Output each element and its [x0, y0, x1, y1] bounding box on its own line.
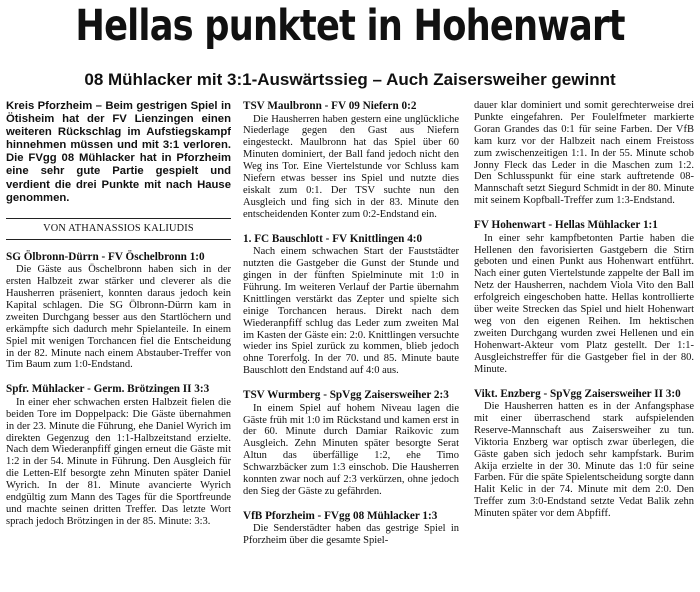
match-body: In einem Spiel auf hohem Niveau lagen die Gäste früh mit 1:0 im Rückstand und kamen erst in der 60. Minute durch Damiar Raikovic zum Ausgleich. Zehn Minuten später besorgte Serat Altun das überfällige 1:2, ehe Timo Schwarzbäcker zum 1:3 einschob. Die Hausherren konnten zwar noch auf 2:3 verkürzen, ohne jedoch den Sieg der Gäste zu gefährden. — [243, 402, 459, 497]
match-report-vfb-pforzheim — [243, 510, 459, 547]
match-body-continuation: dauer klar dominiert und somit gerechterweise drei Punkte eingefahren. Per Foulelfmeter markierte Goran Grandes das 0:1 für seine Farben. Der VfB kam kurz vor der Halbzeit nach einem Freistoss zum zwischenzeitigen 1:1. In der 55. Minute schob Jonny Fleck das Leder in die Maschen zum 1:2. Den Schlusspunkt für eine stark auftretende 08-Mannschaft setzt Siegurd Schmidt in der 80. Minute mit seinem Kopfball-Treffer zum 1:3-Endstand. — [474, 100, 694, 207]
column-2 — [243, 100, 459, 592]
match-body: Die Hausherren hatten es in der Anfangsphase mit einer überraschend stark aufspielenden Reserve-Mannschaft aus Zaisersweiher zu tun. Viktoria Enzberg war optisch zwar überlegen, die Gäste gaben sich jedoch sehr kampfstark. Burim Akija erzielte in der 30. Minute das 1:0 für seine Farben. Für die späte Spielentscheidung sorgte dann Halit Kelic in der 74. Minute mit dem 2:0. Den Treffer zum 3:0-Endstand setzte Vedat Balik zehn Minuten später vor dem Abpfiff. — [474, 401, 694, 520]
match-report-spfr-muehlacker — [6, 383, 231, 527]
column-3 — [474, 100, 694, 592]
match-report-bauschlott — [243, 233, 459, 377]
match-body: Die Hausherren haben gestern eine unglückliche Niederlage gegen den Gast aus Niefern eingesteckt. Maulbronn hat das Spiel über 60 Minuten dominiert, der Ball fand jedoch nicht den Weg ins Tor. Eine Viertelstunde vor Schluss kam Niefern etwas besser ins Spiel und nutzte dies eiskalt zum 0:1. Der TSV suchte nun den Ausgleich und fing sich in der 83. Minute den entscheidenden Konter zum 0:2-Endstand ein. — [243, 113, 459, 220]
match-report-hohenwart — [474, 219, 694, 375]
match-body: In einer eher schwachen ersten Halbzeit fielen die beiden Tore im Doppelpack: Die Gäste übernahmen in der 23. Minute die Führung, ehe Daniel Wyrich im direkten Gegenzug den 1:1-Halbzeitstand erzielte. Nach dem Wiederanpfiff gingen erneut die Gäste mit 1:2 in der 54. Minute in Führung. Den Ausgleich für die Letten-Elf besorgte zehn Minuten später Daniel Wyrich. In der 81. Minute avancierte Wyrich endgültig zum Mann des Tages für die Sportfreunde und machte seinen dritten Treffer. Das letzte Wort sprach jedoch Brötzingen in der 85. Minute: 3:3. — [6, 396, 231, 527]
headline: Hellas punktet in Hohenwart — [75, 1, 625, 51]
match-body: In einer sehr kampfbetonten Partie haben die Hellenen den favorisierten Gastgebern die Stirn geboten und einen Punkt aus Hohenwart entführt. Nach einer guten Viertelstunde zappelte der Ball im Netz der Hausherren, nachdem Viola Vito den Ball erfolgreich eingeschoben hatte. Hellas kontrollierte über weite Strecken das Spiel und hielt Hohenwart weg von den eigenen Reihen. Im hektischen zweiten Durchgang wurden zwei Hellenen und ein Hohenwart-Akteur vom Platz gestellt. Der 1:1-Ausgleichstreffer für die Gastgeber fiel in der 80. Minute. — [474, 232, 694, 375]
match-heading: SG Ölbronn-Dürrn - FV Öschelbronn 1:0 — [6, 250, 205, 263]
column-1 — [6, 100, 231, 592]
match-heading: Spfr. Mühlacker - Germ. Brötzingen II 3:3 — [6, 383, 210, 396]
lead-paragraph: Kreis Pforzheim – Beim gestrigen Spiel in Ötisheim hat der FV Lienzingen einen weiteren Rückschlag im Aufstiegskampf hinnehmen müssen und mit 3:1 verloren. Die FVgg 08 Mühlacker hat in Pforzheim eine sehr gute Partie gespielt und verdient die drei Punkte mit nach Hause genommen. — [6, 100, 231, 204]
match-report-vfb-pforzheim-continued — [474, 100, 694, 207]
match-body: Die Senderstädter haben das gestrige Spiel in Pforzheim über die gesamte Spiel- — [243, 523, 459, 547]
match-heading: 1. FC Bauschlott - FV Knittlingen 4:0 — [243, 232, 423, 245]
match-heading: VfB Pforzheim - FVgg 08 Mühlacker 1:3 — [243, 509, 438, 522]
byline: VON ATHANASSIOS KALIUDIS — [6, 218, 231, 240]
match-body: Die Gäste aus Öschelbronn haben sich in der ersten Halbzeit zwar stärker und cleverer als die Hausherren präseniert, konnten daraus jedoch kein Kapital schlagen. Die SG Ölbronn-Dürrn kam in zweiten Durchgang besser aus den Startlöchern und erkämpfte sich dadurch mehr Spielanteile. In einem Spiel mit wenigen Torchancen fiel die Entscheidung in der 82. Minute nach einem Abstauber-Treffer von Tim Baum zum 1:0-Endstand. — [6, 264, 231, 371]
subheadline: 08 Mühlacker mit 3:1-Auswärtssieg – Auch Zaisersweiher gewinnt — [84, 70, 616, 89]
match-report-maulbronn — [243, 100, 459, 221]
match-body: Nach einem schwachen Start der Fauststädter nutzten die Gastgeber die Gunst der Stunde und gingen in der fünften Spielminute mit 1:0 in Führung. Im weiteren Verlauf der Partie übernahm Knittlingen verstärkt das Zepter und spielte sich einige Torchancen heraus. Direkt nach dem Wiederanpfiff schlug das Leder zum zweiten Mal im Kasten der Gäste ein: 2:0. Knittlingen versuchte wieder ins Spiel zurück zu kommen, blieb jedoch ohne Torerfolg. In der 70. und 85. Minute baute Bauschlott den Endstand auf 4:0 aus. — [243, 246, 459, 377]
match-heading: TSV Wurmberg - SpVgg Zaisersweiher 2:3 — [243, 389, 449, 402]
match-heading: Vikt. Enzberg - SpVgg Zaisersweiher II 3:0 — [474, 387, 681, 400]
match-heading: FV Hohenwart - Hellas Mühlacker 1:1 — [474, 219, 658, 232]
match-report-enzberg — [474, 388, 694, 521]
match-heading: TSV Maulbronn - FV 09 Niefern 0:2 — [243, 100, 417, 112]
match-report-oelbronn — [6, 251, 231, 372]
match-report-wurmberg — [243, 389, 459, 498]
